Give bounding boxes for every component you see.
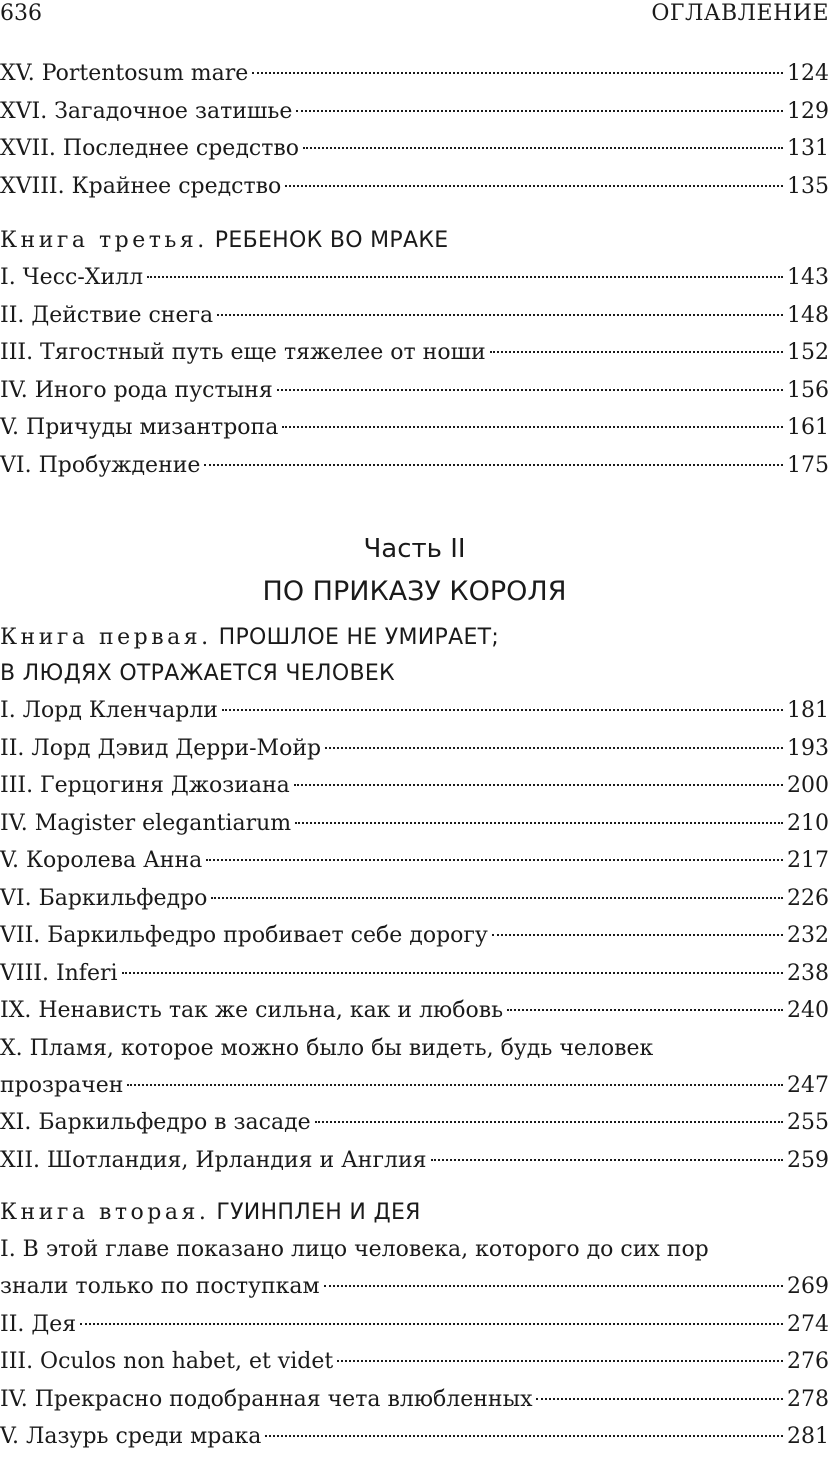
dot-leader xyxy=(222,709,783,711)
part-heading xyxy=(0,528,829,614)
entry-title: III. Тягостный путь еще тяжелее от ноши xyxy=(0,340,486,365)
dot-leader xyxy=(490,351,783,353)
toc-entry xyxy=(0,168,829,206)
toc-entry xyxy=(0,1104,829,1142)
toc-entry xyxy=(0,767,829,805)
entry-page: 175 xyxy=(787,452,829,478)
toc-entry xyxy=(0,917,829,955)
entry-title: XVI. Загадочное затишье xyxy=(0,98,293,124)
dot-leader xyxy=(217,314,783,316)
dot-leader xyxy=(294,784,783,786)
entry-page: 131 xyxy=(787,136,829,161)
dot-leader xyxy=(325,747,783,749)
entry-title-line2: знали только по поступкам xyxy=(0,1274,320,1299)
entry-page: 152 xyxy=(787,340,829,365)
running-title: ОГЛАВЛЕНИЕ xyxy=(651,1,829,26)
toc-entry xyxy=(0,992,829,1030)
entry-page: 181 xyxy=(787,698,829,723)
entry-title: VI. Баркильфедро xyxy=(0,885,208,911)
toc-entry xyxy=(0,93,829,131)
entry-title: II. Действие снега xyxy=(0,302,214,328)
toc-group-continuation xyxy=(0,55,829,205)
toc-entry xyxy=(0,259,829,297)
entry-title: III. Oculos non habet, et videt xyxy=(0,1349,334,1374)
dot-leader xyxy=(204,464,783,466)
toc-entry xyxy=(0,55,829,93)
entry-title: IX. Ненависть так же сильна, как и любовь xyxy=(0,998,504,1023)
page-number: 636 xyxy=(0,1,42,26)
entry-page: 193 xyxy=(787,735,829,761)
book-label: Книга первая. xyxy=(0,625,212,650)
toc-entry xyxy=(0,692,829,730)
entry-title: VI. Пробуждение xyxy=(0,452,201,478)
toc-entry xyxy=(0,730,829,768)
entry-page: 156 xyxy=(787,377,829,403)
entry-page: 278 xyxy=(787,1386,829,1412)
toc-entry-multiline xyxy=(0,1231,829,1306)
entry-page: 148 xyxy=(787,302,829,328)
toc-entry xyxy=(0,297,829,335)
book-label: Книга третья. xyxy=(0,228,208,253)
toc-entry xyxy=(0,1343,829,1381)
entry-page: 281 xyxy=(787,1424,829,1449)
toc-group-book3 xyxy=(0,223,829,484)
entry-title: IV. Иного рода пустыня xyxy=(0,377,273,403)
part-label: Часть II xyxy=(363,534,466,564)
dot-leader xyxy=(147,276,783,278)
dot-leader xyxy=(536,1398,783,1400)
entry-title: IV. Прекрасно подобранная чета влюбленных xyxy=(0,1386,533,1412)
page-header xyxy=(0,0,829,30)
book-title: ГУИНПЛЕН И ДЕЯ xyxy=(216,1200,421,1225)
dot-leader xyxy=(211,897,783,899)
table-of-contents xyxy=(0,55,829,1456)
toc-entry xyxy=(0,842,829,880)
book-title: РЕБЕНОК ВО МРАКЕ xyxy=(214,228,449,253)
entry-title: XVIII. Крайнее средство xyxy=(0,173,282,199)
entry-title: I. Лорд Кленчарли xyxy=(0,698,218,723)
entry-page: 161 xyxy=(787,415,829,440)
dot-leader xyxy=(324,1285,783,1287)
entry-title: VIII. Inferi xyxy=(0,960,118,986)
toc-entry xyxy=(0,130,829,168)
toc-entry xyxy=(0,372,829,410)
entry-title: XII. Шотландия, Ирландия и Англия xyxy=(0,1147,427,1173)
entry-page: 269 xyxy=(787,1274,829,1299)
entry-page: 210 xyxy=(787,810,829,836)
toc-entry-line2 xyxy=(0,1067,829,1105)
toc-entry-multiline xyxy=(0,1030,829,1105)
toc-entry xyxy=(0,334,829,372)
toc-entry xyxy=(0,1418,829,1456)
entry-page: 226 xyxy=(787,885,829,911)
entry-title: III. Герцогиня Джозиана xyxy=(0,773,290,798)
dot-leader xyxy=(492,934,783,936)
dot-leader xyxy=(303,147,783,149)
dot-leader xyxy=(206,859,783,861)
entry-title: XV. Portentosum mare xyxy=(0,61,249,86)
dot-leader xyxy=(507,1009,783,1011)
toc-entry xyxy=(0,955,829,993)
entry-page: 143 xyxy=(787,265,829,290)
toc-entry xyxy=(0,1142,829,1180)
entry-page: 274 xyxy=(787,1311,829,1337)
toc-entry xyxy=(0,880,829,918)
entry-page: 135 xyxy=(787,173,829,199)
toc-group-part2-book2 xyxy=(0,1195,829,1456)
dot-leader xyxy=(337,1360,783,1362)
book-heading xyxy=(0,620,829,656)
toc-entry xyxy=(0,447,829,485)
entry-page: 124 xyxy=(787,61,829,86)
entry-page: 276 xyxy=(787,1349,829,1374)
toc-entry xyxy=(0,1381,829,1419)
part-title: ПО ПРИКАЗУ КОРОЛЯ xyxy=(262,576,567,607)
book-heading xyxy=(0,1195,829,1231)
dot-leader xyxy=(127,1084,783,1086)
entry-title-line1: X. Пламя, которое можно было бы видеть, будь человек xyxy=(0,1035,654,1061)
book-label: Книга вторая. xyxy=(0,1200,210,1225)
dot-leader xyxy=(252,72,783,74)
entry-title: V. Причуды мизантропа xyxy=(0,415,279,440)
entry-title: II. Дея xyxy=(0,1311,77,1337)
entry-title: V. Лазурь среди мрака xyxy=(0,1424,262,1449)
entry-title-line1: I. В этой главе показано лицо человека, которого до сих пор xyxy=(0,1237,709,1262)
entry-title: II. Лорд Дэвид Дерри-Мойр xyxy=(0,735,322,761)
dot-leader xyxy=(315,1121,783,1123)
dot-leader xyxy=(282,426,783,428)
entry-title-line2: прозрачен xyxy=(0,1072,124,1098)
entry-page: 217 xyxy=(787,848,829,873)
dot-leader xyxy=(122,972,783,974)
toc-entry xyxy=(0,1306,829,1344)
entry-page: 232 xyxy=(787,923,829,948)
toc-group-part2-book1 xyxy=(0,620,829,1179)
entry-title: XI. Баркильфедро в засаде xyxy=(0,1110,311,1135)
entry-page: 200 xyxy=(787,773,829,798)
book-title-line2: В ЛЮДЯХ ОТРАЖАЕТСЯ ЧЕЛОВЕК xyxy=(0,661,395,686)
dot-leader xyxy=(285,185,783,187)
dot-leader xyxy=(295,822,783,824)
toc-entry-line2 xyxy=(0,1268,829,1306)
book-title: ПРОШЛОЕ НЕ УМИРАЕТ; xyxy=(218,625,500,650)
dot-leader xyxy=(265,1435,783,1437)
dot-leader xyxy=(277,389,783,391)
book-heading-continued xyxy=(0,656,829,692)
entry-title: I. Чесс-Хилл xyxy=(0,265,144,290)
dot-leader xyxy=(431,1159,783,1161)
dot-leader xyxy=(80,1323,783,1325)
book-heading xyxy=(0,223,829,259)
entry-title: VII. Баркильфедро пробивает себе дорогу xyxy=(0,923,488,948)
entry-page: 129 xyxy=(787,98,829,124)
entry-title: XVII. Последнее средство xyxy=(0,136,299,161)
dot-leader xyxy=(296,110,783,112)
entry-page: 255 xyxy=(787,1110,829,1135)
entry-page: 240 xyxy=(787,998,829,1023)
toc-entry xyxy=(0,805,829,843)
entry-page: 259 xyxy=(787,1147,829,1173)
entry-page: 247 xyxy=(787,1072,829,1098)
entry-title: IV. Magister elegantiarum xyxy=(0,810,292,836)
entry-title: V. Королева Анна xyxy=(0,848,203,873)
entry-page: 238 xyxy=(787,960,829,986)
toc-entry xyxy=(0,409,829,447)
